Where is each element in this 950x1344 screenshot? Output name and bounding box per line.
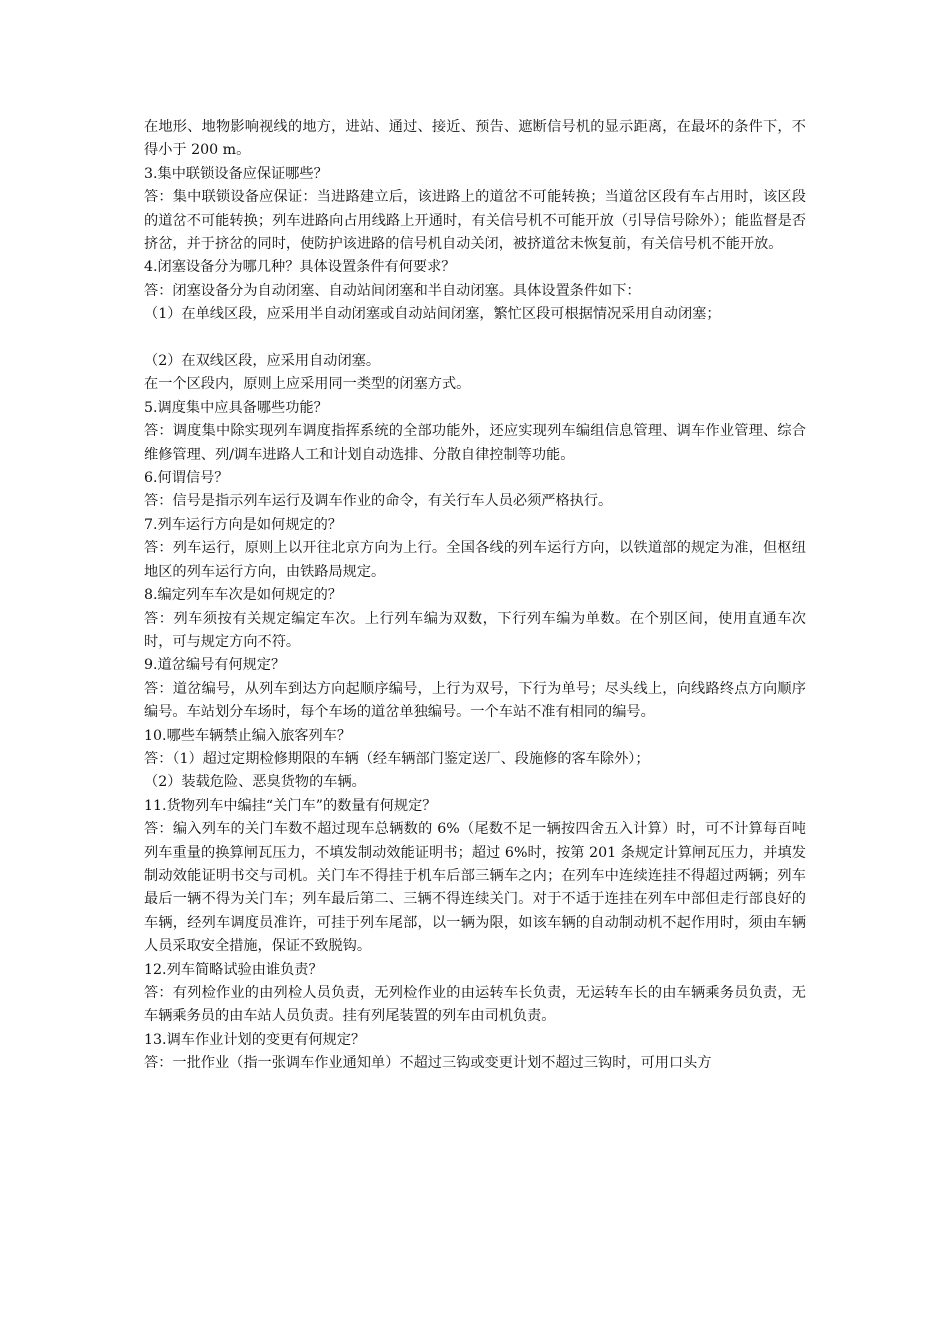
answer-4-item-2: （2）在双线区段，应采用自动闭塞。 xyxy=(144,353,381,370)
question-3: 3.集中联锁设备应保证哪些？ xyxy=(144,165,328,182)
question-13: 13.调车作业计划的变更有何规定？ xyxy=(144,1031,366,1048)
answer-4: 答：闭塞设备分为自动闭塞、自动站间闭塞和半自动闭塞。具体设置条件如下： xyxy=(144,282,641,299)
question-9: 9.道岔编号有何规定？ xyxy=(144,657,286,674)
question-7: 7.列车运行方向是如何规定的？ xyxy=(144,516,342,533)
question-10: 10.哪些车辆禁止编入旅客列车？ xyxy=(144,727,352,744)
question-5: 5.调度集中应具备哪些功能？ xyxy=(144,399,328,416)
answer-7: 答：列车运行，原则上以开往北京方向为上行。全国各线的列车运行方向，以铁道部的规定为准，但枢纽地区的列车运行方向，由铁路局规定。 xyxy=(144,540,806,580)
answer-10-item-1: 答：（1）超过定期检修期限的车辆（经车辆部门鉴定送厂、段施修的客车除外）； xyxy=(144,750,650,767)
answer-4-note: 在一个区段内，原则上应采用同一类型的闭塞方式。 xyxy=(144,376,471,393)
answer-10-item-2: （2）装载危险、恶臭货物的车辆。 xyxy=(144,774,366,791)
answer-9: 答：道岔编号，从列车到达方向起顺序编号，上行为双号，下行为单号；尽头线上，向线路终点方向顺序编号。车站划分车场时，每个车场的道岔单独编号。一个车站不准有相同的编号。 xyxy=(144,680,806,721)
question-6: 6.何谓信号？ xyxy=(144,470,229,487)
question-12: 12.列车简略试验由谁负责？ xyxy=(144,961,323,978)
question-4: 4.闭塞设备分为哪几种？具体设置条件有何要求？ xyxy=(144,259,456,276)
answer-3: 答：集中联锁设备应保证：当进路建立后，该进路上的道岔不可能转换；当道岔区段有车占用时，该区段的道岔不可能转换；列车进路向占用线路上开通时，有关信号机不可能开放（引导信号除外）；能监督是否挤岔，并于挤岔的同时，使防护该进路的信号机自动关闭，被挤道岔未恢复前，有关信号机不能开放。 xyxy=(144,189,806,253)
document-page xyxy=(144,116,806,1076)
answer-13: 答：一批作业（指一张调车作业通知单）不超过三钩或变更计划不超过三钩时，可用口头方 xyxy=(144,1055,712,1072)
paragraph-signal-display-distance: 在地形、地物影响视线的地方，进站、通过、接近、预告、遮断信号机的显示距离，在最坏的条件下，不得小于 200 m。 xyxy=(144,119,806,159)
question-8: 8.编定列车车次是如何规定的？ xyxy=(144,587,342,604)
answer-4-item-1: （1）在单线区段，应采用半自动闭塞或自动站间闭塞，繁忙区段可根据情况采用自动闭塞； xyxy=(144,306,721,323)
answer-12: 答：有列检作业的由列检人员负责，无列检作业的由运转车长负责，无运转车长的由车辆乘务员负责，无车辆乘务员的由车站人员负责。挂有列尾装置的列车由司机负责。 xyxy=(144,985,806,1025)
answer-5: 答：调度集中除实现列车调度指挥系统的全部功能外，还应实现列车编组信息管理、调车作业管理、综合维修管理、列/调车进路人工和计划自动选排、分散自律控制等功能。 xyxy=(144,423,806,463)
answer-11: 答：编入列车的关门车数不超过现车总辆数的 6%（尾数不足一辆按四舍五入计算）时，可不计算每百吨列车重量的换算闸瓦压力，不填发制动效能证明书；超过 6%时，按第 201 条规定计算闸瓦压力，并填发制动效能证明书交与司机。关门车不得挂于机车后部三辆车之内；在列车中连续连挂不得超过两辆；列车最后一辆不得为关门车；列车最后第二、三辆不得连续关门。对于不适于连挂在列车中部但走行部良好的车辆，经列车调度员准许，可挂于列车尾部，以一辆为限，如该车辆的自动制动机不起作用时，须由车辆人员采取安全措施，保证不致脱钩。 xyxy=(144,821,806,955)
answer-8: 答：列车须按有关规定编定车次。上行列车编为双数，下行列车编为单数。在个别区间，使用直通车次时，可与规定方向不符。 xyxy=(144,610,806,650)
question-11: 11.货物列车中编挂“关门车”的数量有何规定？ xyxy=(144,797,437,814)
answer-6: 答：信号是指示列车运行及调车作业的命令，有关行车人员必须严格执行。 xyxy=(144,493,613,510)
blank-line xyxy=(144,327,806,350)
